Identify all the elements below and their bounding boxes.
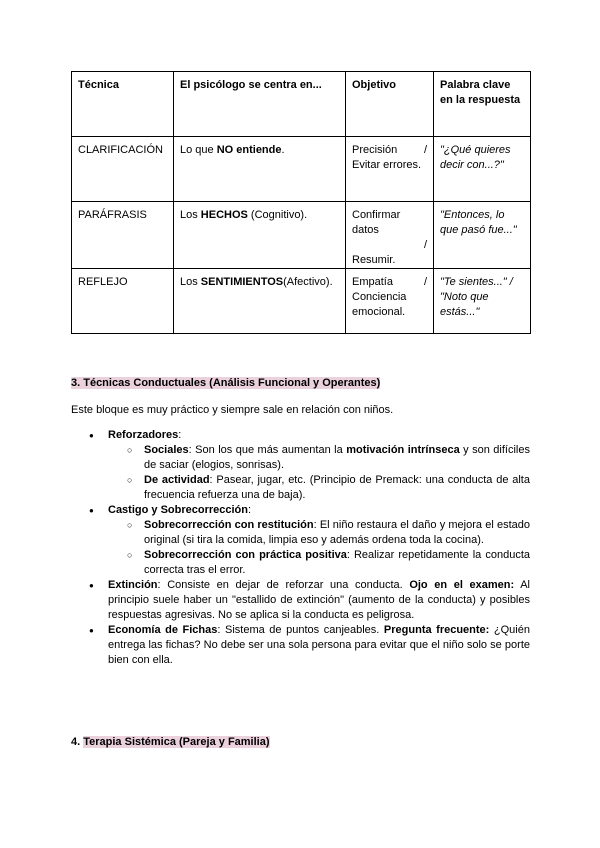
objective-cell xyxy=(346,269,434,334)
focus-cell xyxy=(174,202,346,269)
term-label: Castigo y Sobrecorrección xyxy=(108,504,248,516)
term-label: Extinción xyxy=(108,579,158,591)
term-colon: : xyxy=(248,504,252,516)
focus-text: Lo que xyxy=(180,144,217,156)
table-row xyxy=(72,202,531,269)
objective-separator: / xyxy=(423,144,427,156)
objective-separator: / xyxy=(423,276,427,288)
objective-text: Confirmar datos xyxy=(352,209,401,236)
objective-separator: / xyxy=(423,239,427,251)
technique-name: REFLEJO xyxy=(72,269,174,334)
objective-text: Conciencia emocional. xyxy=(352,291,407,318)
section-3-intro: Este bloque es muy práctico y siempre sale en relación con niños. xyxy=(71,404,394,416)
sublist-item xyxy=(108,548,530,578)
objective-text: Resumir. xyxy=(352,254,396,266)
focus-keyword: SENTIMIENTOS xyxy=(200,276,284,288)
list-item-fichas xyxy=(71,623,530,668)
section-4-title: Terapia Sistémica (Pareja y Familia) xyxy=(83,736,270,748)
term-text: ¿Quién entrega las fichas? No debe ser una sola persona para evitar que el niño solo se porte bien con ella. xyxy=(108,624,530,666)
table-header-cell: Técnica xyxy=(72,72,174,137)
keyword-cell: "Entonces, lo que pasó fue..." xyxy=(434,202,531,269)
focus-text: . xyxy=(281,144,285,156)
focus-cell xyxy=(174,269,346,334)
techniques-table xyxy=(71,71,531,334)
techniques-list xyxy=(71,428,530,668)
table-row xyxy=(72,269,531,334)
list-item-extincion xyxy=(71,578,530,623)
term-label: Sobrecorrección con práctica positiva xyxy=(144,549,347,561)
table-header-cell: Objetivo xyxy=(346,72,434,137)
section-3-heading xyxy=(71,376,380,391)
section-4-heading xyxy=(71,735,270,750)
term-emphasis: Ojo en el examen: xyxy=(409,579,515,591)
list-item-castigo xyxy=(71,503,530,578)
focus-keyword: HECHOS xyxy=(200,209,248,221)
term-text: : Sistema de puntos canjeables. xyxy=(217,624,384,636)
focus-text: Los xyxy=(180,209,201,221)
term-colon: : xyxy=(178,429,182,441)
focus-text: Los xyxy=(180,276,201,288)
table-row xyxy=(72,137,531,202)
focus-keyword: NO entiende xyxy=(216,144,282,156)
term-emphasis: Pregunta frecuente: xyxy=(383,624,490,636)
keyword-cell: "¿Qué quieres decir con...?" xyxy=(434,137,531,202)
section-4-number: 4. xyxy=(71,736,84,748)
focus-cell xyxy=(174,137,346,202)
sublist-item xyxy=(108,443,530,473)
technique-name: PARÁFRASIS xyxy=(72,202,174,269)
focus-text: (Afectivo). xyxy=(283,276,333,288)
objective-text: Empatía xyxy=(352,276,393,288)
objective-text: Precisión xyxy=(352,144,398,156)
objective-cell xyxy=(346,202,434,269)
technique-name: CLARIFICACIÓN xyxy=(72,137,174,202)
term-text: : Son los que más aumentan la xyxy=(188,444,347,456)
term-label: Sociales xyxy=(144,444,189,456)
sublist xyxy=(108,443,530,503)
table-header-cell: El psicólogo se centra en... xyxy=(174,72,346,137)
table-header-cell: Palabra clave en la respuesta xyxy=(434,72,531,137)
term-text: : Consiste en dejar de reforzar una conducta. xyxy=(157,579,410,591)
section-3-title: 3. Técnicas Conductuales (Análisis Funcional y Operantes) xyxy=(71,377,381,389)
term-label: Sobrecorrección con restitución xyxy=(144,519,314,531)
table-header-row xyxy=(72,72,531,137)
term-text: : Realizar repetidamente la conducta correcta tras el error. xyxy=(144,549,530,576)
list-item-reforzadores xyxy=(71,428,530,503)
term-emphasis: motivación intrínseca xyxy=(346,444,460,456)
focus-text: (Cognitivo). xyxy=(247,209,308,221)
term-text: Al principio suele haber un "estallido de extinción" (aumento de la conducta) y posibles respuestas agresivas. No se aplica si la conducta es peligrosa. xyxy=(108,579,530,621)
term-text: y son difíciles de saciar (elogios, sonrisas). xyxy=(144,444,530,471)
keyword-cell: "Te sientes..." / "Noto que estás..." xyxy=(434,269,531,334)
objective-text: Evitar errores. xyxy=(352,159,422,171)
term-label: Reforzadores xyxy=(108,429,179,441)
term-text: : Pasear, jugar, etc. (Principio de Premack: una conducta de alta frecuencia refuerza una de baja). xyxy=(144,474,530,501)
objective-cell xyxy=(346,137,434,202)
term-label: De actividad xyxy=(144,474,210,486)
term-label: Economía de Fichas xyxy=(108,624,218,636)
sublist xyxy=(108,518,530,578)
term-text: : El niño restaura el daño y mejora el estado original (si tira la comida, limpia eso y además ordena toda la cocina). xyxy=(144,519,530,546)
sublist-item xyxy=(108,473,530,503)
sublist-item xyxy=(108,518,530,548)
